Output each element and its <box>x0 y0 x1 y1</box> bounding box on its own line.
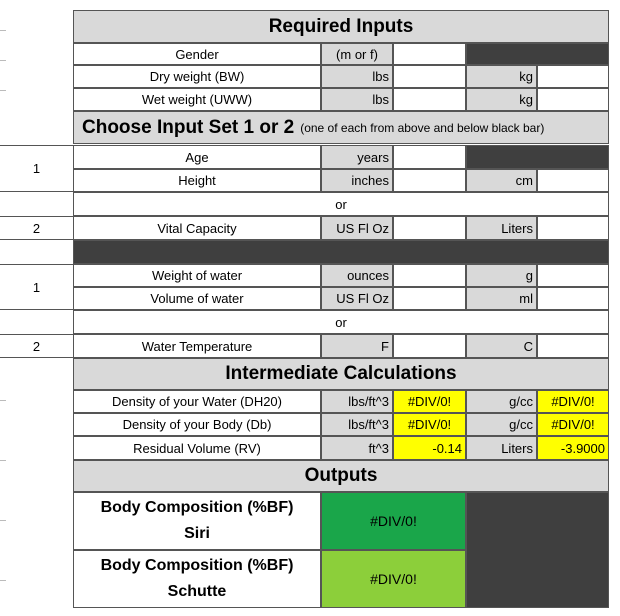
residual-volume-unit-ft3: ft^3 <box>321 436 393 460</box>
choose-note: (one of each from above and below black bar) <box>300 120 545 135</box>
wet-weight-unit-lbs: lbs <box>321 88 393 111</box>
dry-weight-unit-lbs: lbs <box>321 65 393 88</box>
volume-of-water-unit-oz: US Fl Oz <box>321 287 393 310</box>
weight-of-water-unit-g: g <box>466 264 537 287</box>
blackout-cell <box>466 492 609 608</box>
siri-label-line1: Body Composition (%BF) <box>100 499 294 516</box>
height-unit-inches: inches <box>321 169 393 192</box>
body-density-label: Density of your Body (Db) <box>73 413 321 436</box>
gridline <box>0 460 6 461</box>
wet-weight-kg-input[interactable] <box>537 88 609 111</box>
schutte-label-line2: Schutte <box>167 583 227 600</box>
height-cm-input[interactable] <box>537 169 609 192</box>
or-separator: or <box>73 192 609 216</box>
water-density-label: Density of your Water (DH20) <box>73 390 321 413</box>
siri-bf-value: #DIV/0! <box>321 492 466 550</box>
water-density-unit-lbs-ft3: lbs/ft^3 <box>321 390 393 413</box>
siri-label-cell <box>73 492 321 550</box>
outputs-header: Outputs <box>73 460 609 492</box>
set-a-option-1-number: 1 <box>0 145 73 192</box>
residual-volume-ft3-value: -0.14 <box>393 436 466 460</box>
dry-weight-unit-kg: kg <box>466 65 537 88</box>
vital-capacity-liters-input[interactable] <box>537 216 609 240</box>
gridline <box>0 90 6 91</box>
water-temperature-c-input[interactable] <box>537 334 609 358</box>
volume-of-water-unit-ml: ml <box>466 287 537 310</box>
set-b-option-2-number: 2 <box>0 334 73 358</box>
gridline <box>0 60 6 61</box>
wet-weight-unit-kg: kg <box>466 88 537 111</box>
blackout-cell <box>466 43 609 65</box>
black-separator-bar <box>73 240 609 264</box>
volume-of-water-label: Volume of water <box>73 287 321 310</box>
siri-label-line2: Siri <box>184 525 210 542</box>
set-a-option-2-number: 2 <box>0 216 73 240</box>
age-unit: years <box>321 145 393 169</box>
vital-capacity-label: Vital Capacity <box>73 216 321 240</box>
vital-capacity-unit-liters: Liters <box>466 216 537 240</box>
wet-weight-lbs-input[interactable] <box>393 88 466 111</box>
gridline <box>0 580 6 581</box>
weight-of-water-ounces-input[interactable] <box>393 264 466 287</box>
dry-weight-label: Dry weight (BW) <box>73 65 321 88</box>
residual-volume-liters-value: -3.9000 <box>537 436 609 460</box>
age-input[interactable] <box>393 145 466 169</box>
set-b-option-1-number: 1 <box>0 264 73 310</box>
schutte-bf-value: #DIV/0! <box>321 550 466 608</box>
required-inputs-header: Required Inputs <box>73 10 609 43</box>
body-density-gcc-value: #DIV/0! <box>537 413 609 436</box>
water-temperature-f-input[interactable] <box>393 334 466 358</box>
gridline <box>0 520 6 521</box>
intermediate-calculations-header: Intermediate Calculations <box>73 358 609 390</box>
weight-of-water-label: Weight of water <box>73 264 321 287</box>
gender-input[interactable] <box>393 43 466 65</box>
volume-of-water-ml-input[interactable] <box>537 287 609 310</box>
choose-title: Choose Input Set 1 or 2 <box>82 116 295 138</box>
residual-volume-label: Residual Volume (RV) <box>73 436 321 460</box>
body-density-unit-gcc: g/cc <box>466 413 537 436</box>
water-density-gcc-value: #DIV/0! <box>537 390 609 413</box>
residual-volume-unit-liters: Liters <box>466 436 537 460</box>
water-density-lbs-ft3-value: #DIV/0! <box>393 390 466 413</box>
schutte-label-cell <box>73 550 321 608</box>
blackout-cell <box>466 145 609 169</box>
gridline <box>0 400 6 401</box>
weight-of-water-unit-ounces: ounces <box>321 264 393 287</box>
vital-capacity-unit-oz: US Fl Oz <box>321 216 393 240</box>
gender-unit: (m or f) <box>321 43 393 65</box>
height-unit-cm: cm <box>466 169 537 192</box>
choose-input-set-header <box>73 111 609 144</box>
dry-weight-lbs-input[interactable] <box>393 65 466 88</box>
water-temperature-unit-c: C <box>466 334 537 358</box>
or-separator: or <box>73 310 609 334</box>
wet-weight-label: Wet weight (UWW) <box>73 88 321 111</box>
gridline <box>0 30 6 31</box>
water-temperature-unit-f: F <box>321 334 393 358</box>
height-inches-input[interactable] <box>393 169 466 192</box>
vital-capacity-oz-input[interactable] <box>393 216 466 240</box>
body-density-unit-lbs-ft3: lbs/ft^3 <box>321 413 393 436</box>
schutte-label-line1: Body Composition (%BF) <box>100 557 294 574</box>
age-label: Age <box>73 145 321 169</box>
height-label: Height <box>73 169 321 192</box>
body-density-lbs-ft3-value: #DIV/0! <box>393 413 466 436</box>
water-temperature-label: Water Temperature <box>73 334 321 358</box>
volume-of-water-oz-input[interactable] <box>393 287 466 310</box>
gender-label: Gender <box>73 43 321 65</box>
weight-of-water-g-input[interactable] <box>537 264 609 287</box>
water-density-unit-gcc: g/cc <box>466 390 537 413</box>
dry-weight-kg-input[interactable] <box>537 65 609 88</box>
